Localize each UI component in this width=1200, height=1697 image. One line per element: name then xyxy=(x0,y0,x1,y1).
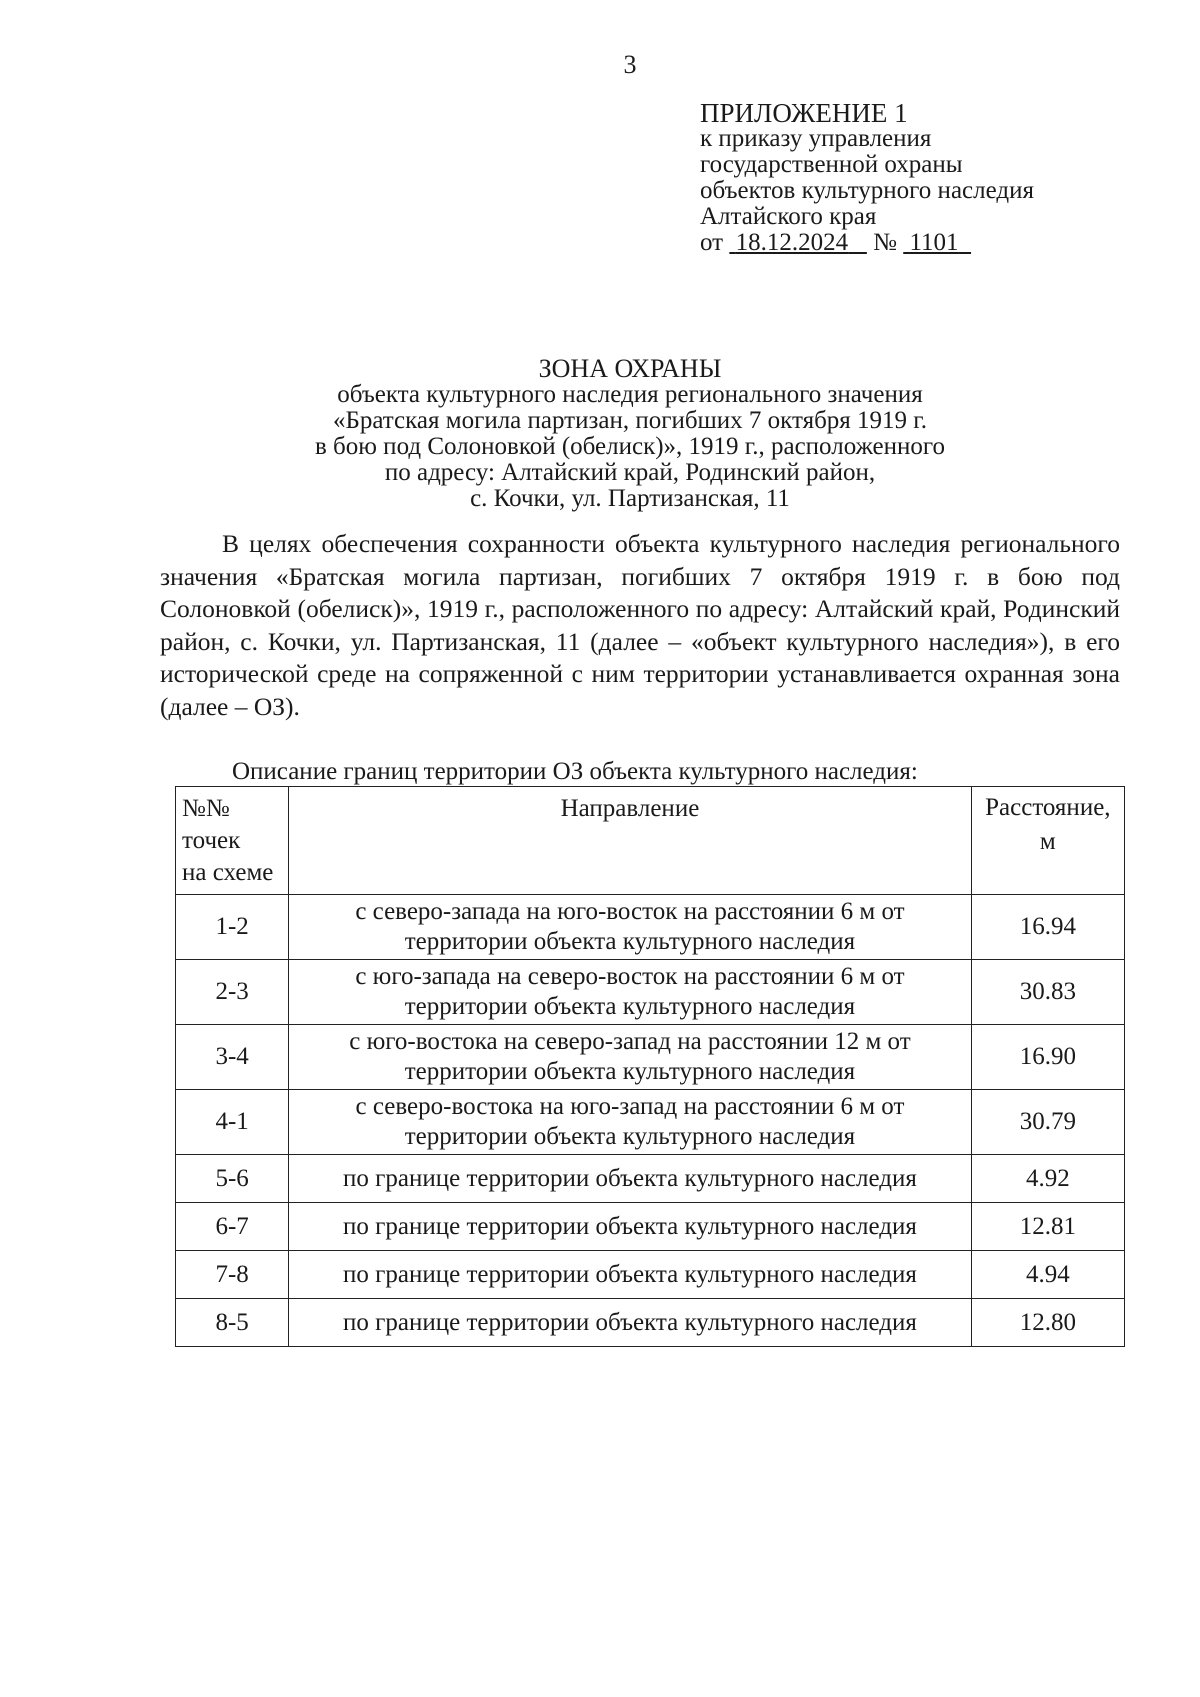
cell-points: 1-2 xyxy=(176,895,289,960)
appendix-line: к приказу управления xyxy=(700,125,932,152)
cell-points: 2-3 xyxy=(176,960,289,1025)
cell-distance: 16.90 xyxy=(971,1025,1124,1090)
cell-distance: 4.92 xyxy=(971,1155,1124,1203)
cell-direction: с северо-востока на юго-запад на расстоянии 6 м от территории объекта культурного наследия xyxy=(289,1090,971,1155)
header-direction: Направление xyxy=(289,787,971,895)
cell-direction: с северо-запада на юго-восток на расстоянии 6 м от территории объекта культурного наследия xyxy=(289,895,971,960)
cell-distance: 12.81 xyxy=(971,1203,1124,1251)
zone-subtitle-line: «Братская могила партизан, погибших 7 октября 1919 г. xyxy=(333,407,927,434)
header-distance: Расстояние, м xyxy=(971,787,1124,895)
zone-subtitle-line: объекта культурного наследия регионального значения xyxy=(337,381,923,408)
table-caption: Описание границ территории ОЗ объекта культурного наследия: xyxy=(232,758,918,785)
cell-distance: 30.83 xyxy=(971,960,1124,1025)
cell-points: 6-7 xyxy=(176,1203,289,1251)
zone-subtitle-line: в бою под Солоновкой (обелиск)», 1919 г., расположенного xyxy=(314,433,946,460)
zone-subtitle-line: с. Кочки, ул. Партизанская, 11 xyxy=(470,485,790,512)
table-header-row xyxy=(176,787,1125,895)
zone-subtitle-line: по адресу: Алтайский край, Родинский район, xyxy=(384,459,876,486)
cell-distance: 16.94 xyxy=(971,895,1124,960)
date-prefix: от xyxy=(700,229,724,256)
cell-points: 4-1 xyxy=(176,1090,289,1155)
appendix-order-line xyxy=(700,230,1034,256)
cell-direction: по границе территории объекта культурного наследия xyxy=(289,1299,971,1347)
order-number: 1101 xyxy=(909,229,959,256)
cell-points: 5-6 xyxy=(176,1155,289,1203)
table-row xyxy=(176,960,1125,1025)
appendix-line: объектов культурного наследия xyxy=(700,177,1034,204)
cell-direction: по границе территории объекта культурного наследия xyxy=(289,1203,971,1251)
appendix-line: Алтайского края xyxy=(700,203,877,230)
table-row xyxy=(176,1025,1125,1090)
cell-distance: 30.79 xyxy=(971,1090,1124,1155)
table-row xyxy=(176,1299,1125,1347)
order-date: 18.12.2024 xyxy=(735,229,849,256)
table-row xyxy=(176,1203,1125,1251)
cell-distance: 12.80 xyxy=(971,1299,1124,1347)
page-number: 3 xyxy=(623,50,637,79)
cell-direction: с юго-запада на северо-восток на расстоянии 6 м от территории объекта культурного наследия xyxy=(289,960,971,1025)
intro-paragraph: В целях обеспечения сохранности объекта культурного наследия регионального значения «Братская могила партизан, погибших 7 октября 1919 г. в бою под Солоновкой (обелиск)», 1919 г., расположенного по адресу: Алтайский край, Родинский район, с. Кочки, ул. Партизанская, 11 (далее – «объект культурного наследия»), в его исторической среде на сопряженной с ним территории устанавливается охранная зона (далее – ОЗ). xyxy=(160,529,1120,721)
table-row xyxy=(176,1090,1125,1155)
appendix-title: ПРИЛОЖЕНИЕ 1 xyxy=(700,98,908,128)
table-row xyxy=(176,1251,1125,1299)
number-prefix: № xyxy=(873,229,897,256)
header-points: №№ точек на схеме xyxy=(176,787,289,895)
cell-distance: 4.94 xyxy=(971,1251,1124,1299)
boundaries-table xyxy=(175,786,1125,1347)
table-row xyxy=(176,1155,1125,1203)
cell-points: 8-5 xyxy=(176,1299,289,1347)
cell-points: 7-8 xyxy=(176,1251,289,1299)
cell-direction: с юго-востока на северо-запад на расстоянии 12 м от территории объекта культурного наследия xyxy=(289,1025,971,1090)
table-row xyxy=(176,895,1125,960)
appendix-block xyxy=(700,100,1034,256)
cell-direction: по границе территории объекта культурного наследия xyxy=(289,1155,971,1203)
appendix-line: государственной охраны xyxy=(700,151,963,178)
zone-title: ЗОНА ОХРАНЫ xyxy=(538,354,722,383)
cell-points: 3-4 xyxy=(176,1025,289,1090)
zone-heading xyxy=(0,356,1200,512)
cell-direction: по границе территории объекта культурного наследия xyxy=(289,1251,971,1299)
